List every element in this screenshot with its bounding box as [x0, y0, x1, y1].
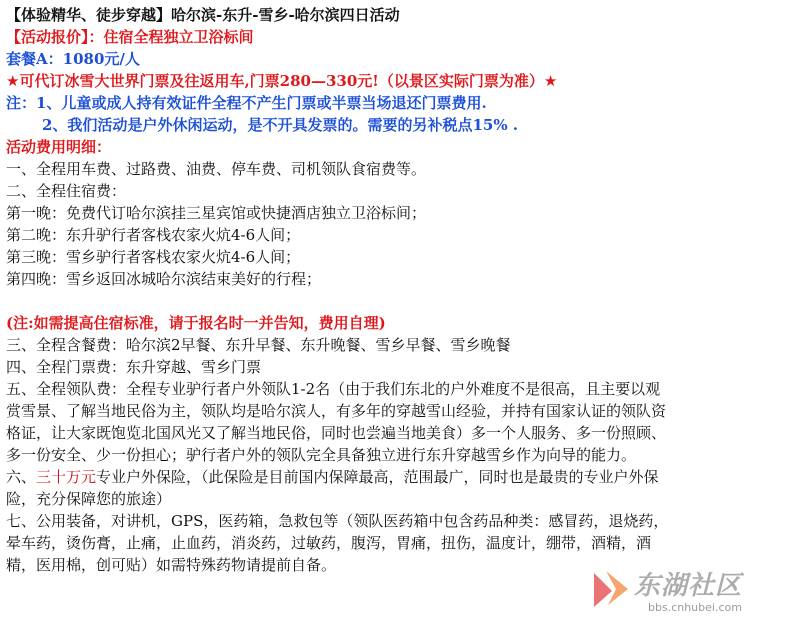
doc-title: 【体验精华、徒步穿越】哈尔滨-东升-雪乡-哈尔滨四日活动 — [6, 6, 400, 24]
cost-item: 第二晚：东升驴行者客栈农家火炕4-6人间； — [6, 226, 301, 244]
star-icon: ★ — [6, 72, 20, 90]
insurance-amount: 三十万元 — [36, 468, 97, 486]
cost-item: 三、全程含餐费：哈尔滨2早餐、东升早餐、东升晚餐、雪乡早餐、雪乡晚餐 — [6, 336, 511, 354]
watermark-logo-icon — [588, 565, 634, 611]
ticket-notice — [6, 70, 782, 92]
guide-line: 五、全程领队费：全程专业驴行者户外领队1-2名（由于我们东北的户外难度不是很高，且主要以观 — [6, 380, 661, 398]
cost-item: 第一晚：免费代订哈尔滨挂三星宾馆或快捷酒店独立卫浴标间； — [6, 204, 427, 222]
cost-item: 一、全程用车费、过路费、油费、停车费、司机领队食宿费等。 — [6, 160, 427, 178]
upgrade-note: (注:如需提高住宿标准，请于报名时一并告知，费用自理) — [6, 314, 386, 332]
spacer — [6, 290, 782, 312]
equipment-line: 晕车药，烫伤膏，止痛，止血药，消炎药，过敏药，腹泻，胃痛，扭伤，温度计，绷带，酒精，酒 — [6, 534, 652, 552]
star-icon: ★ — [543, 72, 558, 90]
guide-line: 格证，让大家既饱览北国风光又了解当地民俗，同时也尝遍当地美食）多一个人服务、多一份照顾、 — [6, 424, 667, 442]
guide-line: 多一份安全、少一份担心；驴行者户外的领队完全具备独立进行东升穿越雪乡作为向导的能力。 — [6, 446, 637, 464]
ticket-notice-text: 可代订冰雪大世界门票及往返用车,门票280—330元!（以景区实际门票为准） — [19, 72, 544, 90]
cost-item: 第四晚：雪乡返回冰城哈尔滨结束美好的行程； — [6, 270, 322, 288]
guide-line: 赏雪景、了解当地民俗为主，领队均是哈尔滨人，有多年的穿越雪山经验，并持有国家认证的领队资 — [6, 402, 667, 420]
note-2: 2、我们活动是户外休闲运动，是不开具发票的。需要的另补税点15% . — [42, 116, 519, 134]
equipment-line: 精，医用棉，创可贴）如需特殊药物请提前自备。 — [6, 556, 337, 574]
cost-heading: 活动费用明细： — [6, 138, 112, 156]
insurance-line — [6, 466, 782, 488]
cost-item: 四、全程门票费：东升穿越、雪乡门票 — [6, 358, 262, 376]
note-1: 注：1、儿童或成人持有效证件全程不产生门票或半票当场退还门票费用. — [6, 94, 487, 112]
cost-item: 二、全程住宿费： — [6, 182, 127, 200]
insurance-line-2: 险，充分保障您的旅途） — [6, 490, 172, 508]
watermark-url: bbs.cnhubei.com — [648, 601, 742, 614]
site-watermark — [588, 561, 778, 621]
cost-item: 第三晚：雪乡驴行者客栈农家火炕4-6人间； — [6, 248, 301, 266]
watermark-text: 东湖社区 — [634, 571, 743, 601]
insurance-text: 专业户外保险，（此保险是目前国内保障最高，范围最广，同时也是最贵的专业户外保 — [96, 468, 659, 486]
equipment-line: 七、公用装备，对讲机，GPS，医药箱，急救包等（领队医药箱中包含药品种类：感冒药，退烧药， — [6, 512, 669, 530]
price-heading: 【活动报价】：住宿全程独立卫浴标间 — [6, 28, 254, 46]
package-price: 套餐A：1080元/人 — [6, 50, 140, 68]
document-body — [6, 4, 782, 576]
insurance-prefix: 六、 — [6, 468, 37, 486]
